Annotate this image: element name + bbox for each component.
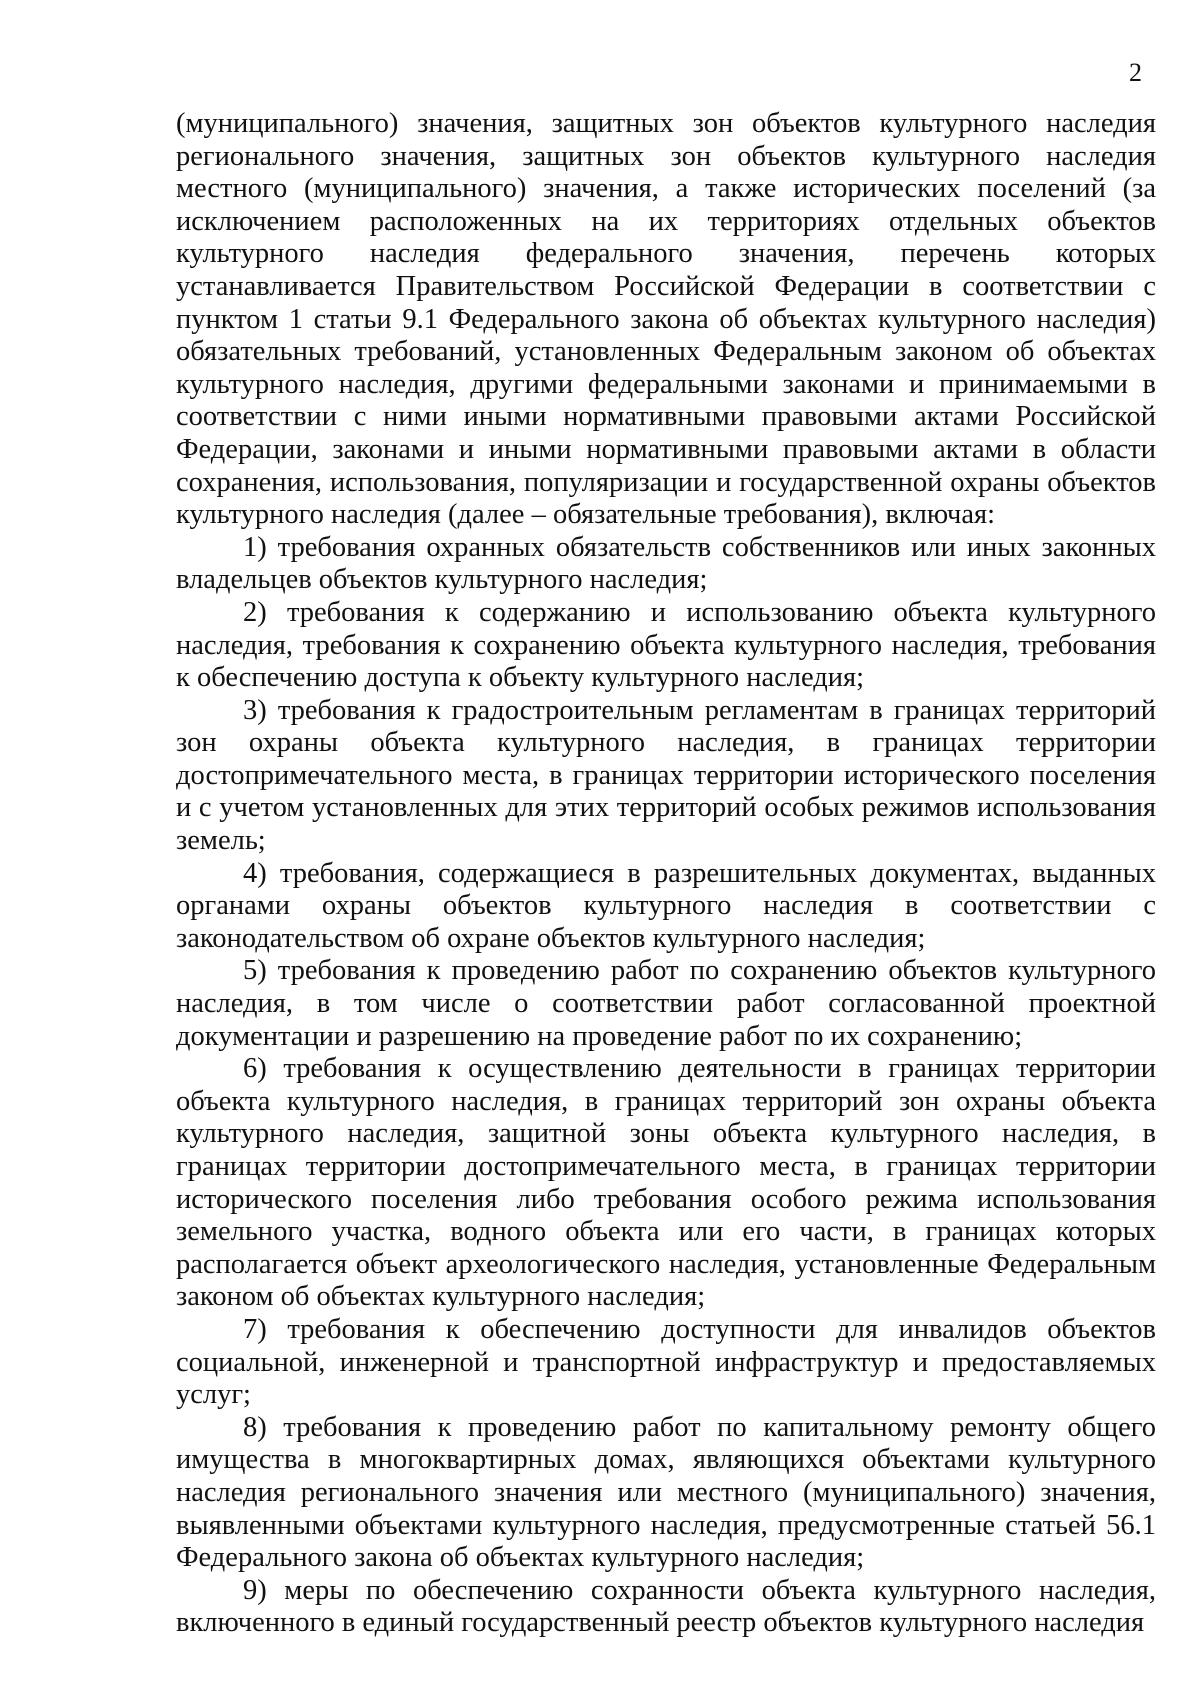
list-item-7: 7) требования к обеспечению доступности для инвалидов объектов социальной, инженерной и транспортной инфраструктур и предоставляемых услуг; [176, 1313, 1156, 1411]
list-item-8: 8) требования к проведению работ по капитальному ремонту общего имущества в многоквартирных домах, являющихся объектами культурного наследия регионального значения или местного (муниципального) значения, выявленными объектами культурного наследия, предусмотренные статьей 56.1 Федерального закона об объектах культурного наследия; [176, 1411, 1156, 1574]
list-item-3: 3) требования к градостроительным регламентам в границах территорий зон охраны объекта культурного наследия, в границах территории достопримечательного места, в границах территории исторического поселения и с учетом установленных для этих территорий особых режимов использования земель; [176, 694, 1156, 857]
list-item-2: 2) требования к содержанию и использованию объекта культурного наследия, требования к сохранению объекта культурного наследия, требования к обеспечению доступа к объекту культурного наследия; [176, 596, 1156, 694]
page-number: 2 [1129, 58, 1142, 87]
document-body [176, 108, 1156, 1640]
list-item-5: 5) требования к проведению работ по сохранению объектов культурного наследия, в том числе о соответствии работ согласованной проектной документации и разрешению на проведение работ по их сохранению; [176, 955, 1156, 1052]
list-item-4: 4) требования, содержащиеся в разрешительных документах, выданных органами охраны объектов культурного наследия в соответствии с законодательством об охране объектов культурного наследия; [176, 857, 1156, 954]
paragraph-continuation: (муниципального) значения, защитных зон объектов культурного наследия регионального значения, защитных зон объектов культурного наследия местного (муниципального) значения, а также исторических поселений (за исключением расположенных на их территориях отдельных объектов культурного наследия федерального значения, перечень которых устанавливается Правительством Российской Федерации в соответствии с пунктом 1 статьи 9.1 Федерального закона об объектах культурного наследия) обязательных требований, установленных Федеральным законом об объектах культурного наследия, другими федеральными законами и принимаемыми в соответствии с ними иными нормативными правовыми актами Российской Федерации, законами и иными нормативными правовыми актами в области сохранения, использования, популяризации и государственной охраны объектов культурного наследия (далее – обязательные требования), включая: [176, 108, 1156, 531]
list-item-6: 6) требования к осуществлению деятельности в границах территории объекта культурного наследия, в границах территорий зон охраны объекта культурного наследия, защитной зоны объекта культурного наследия, в границах территории достопримечательного места, в границах территории исторического поселения либо требования особого режима использования земельного участка, водного объекта или его части, в границах которых располагается объект археологического наследия, установленные Федеральным законом об объектах культурного наследия; [176, 1053, 1156, 1313]
list-item-1: 1) требования охранных обязательств собственников или иных законных владельцев объектов культурного наследия; [176, 531, 1156, 596]
list-item-9: 9) меры по обеспечению сохранности объекта культурного наследия, включенного в единый государственный реестр объектов культурного наследия [176, 1574, 1156, 1639]
